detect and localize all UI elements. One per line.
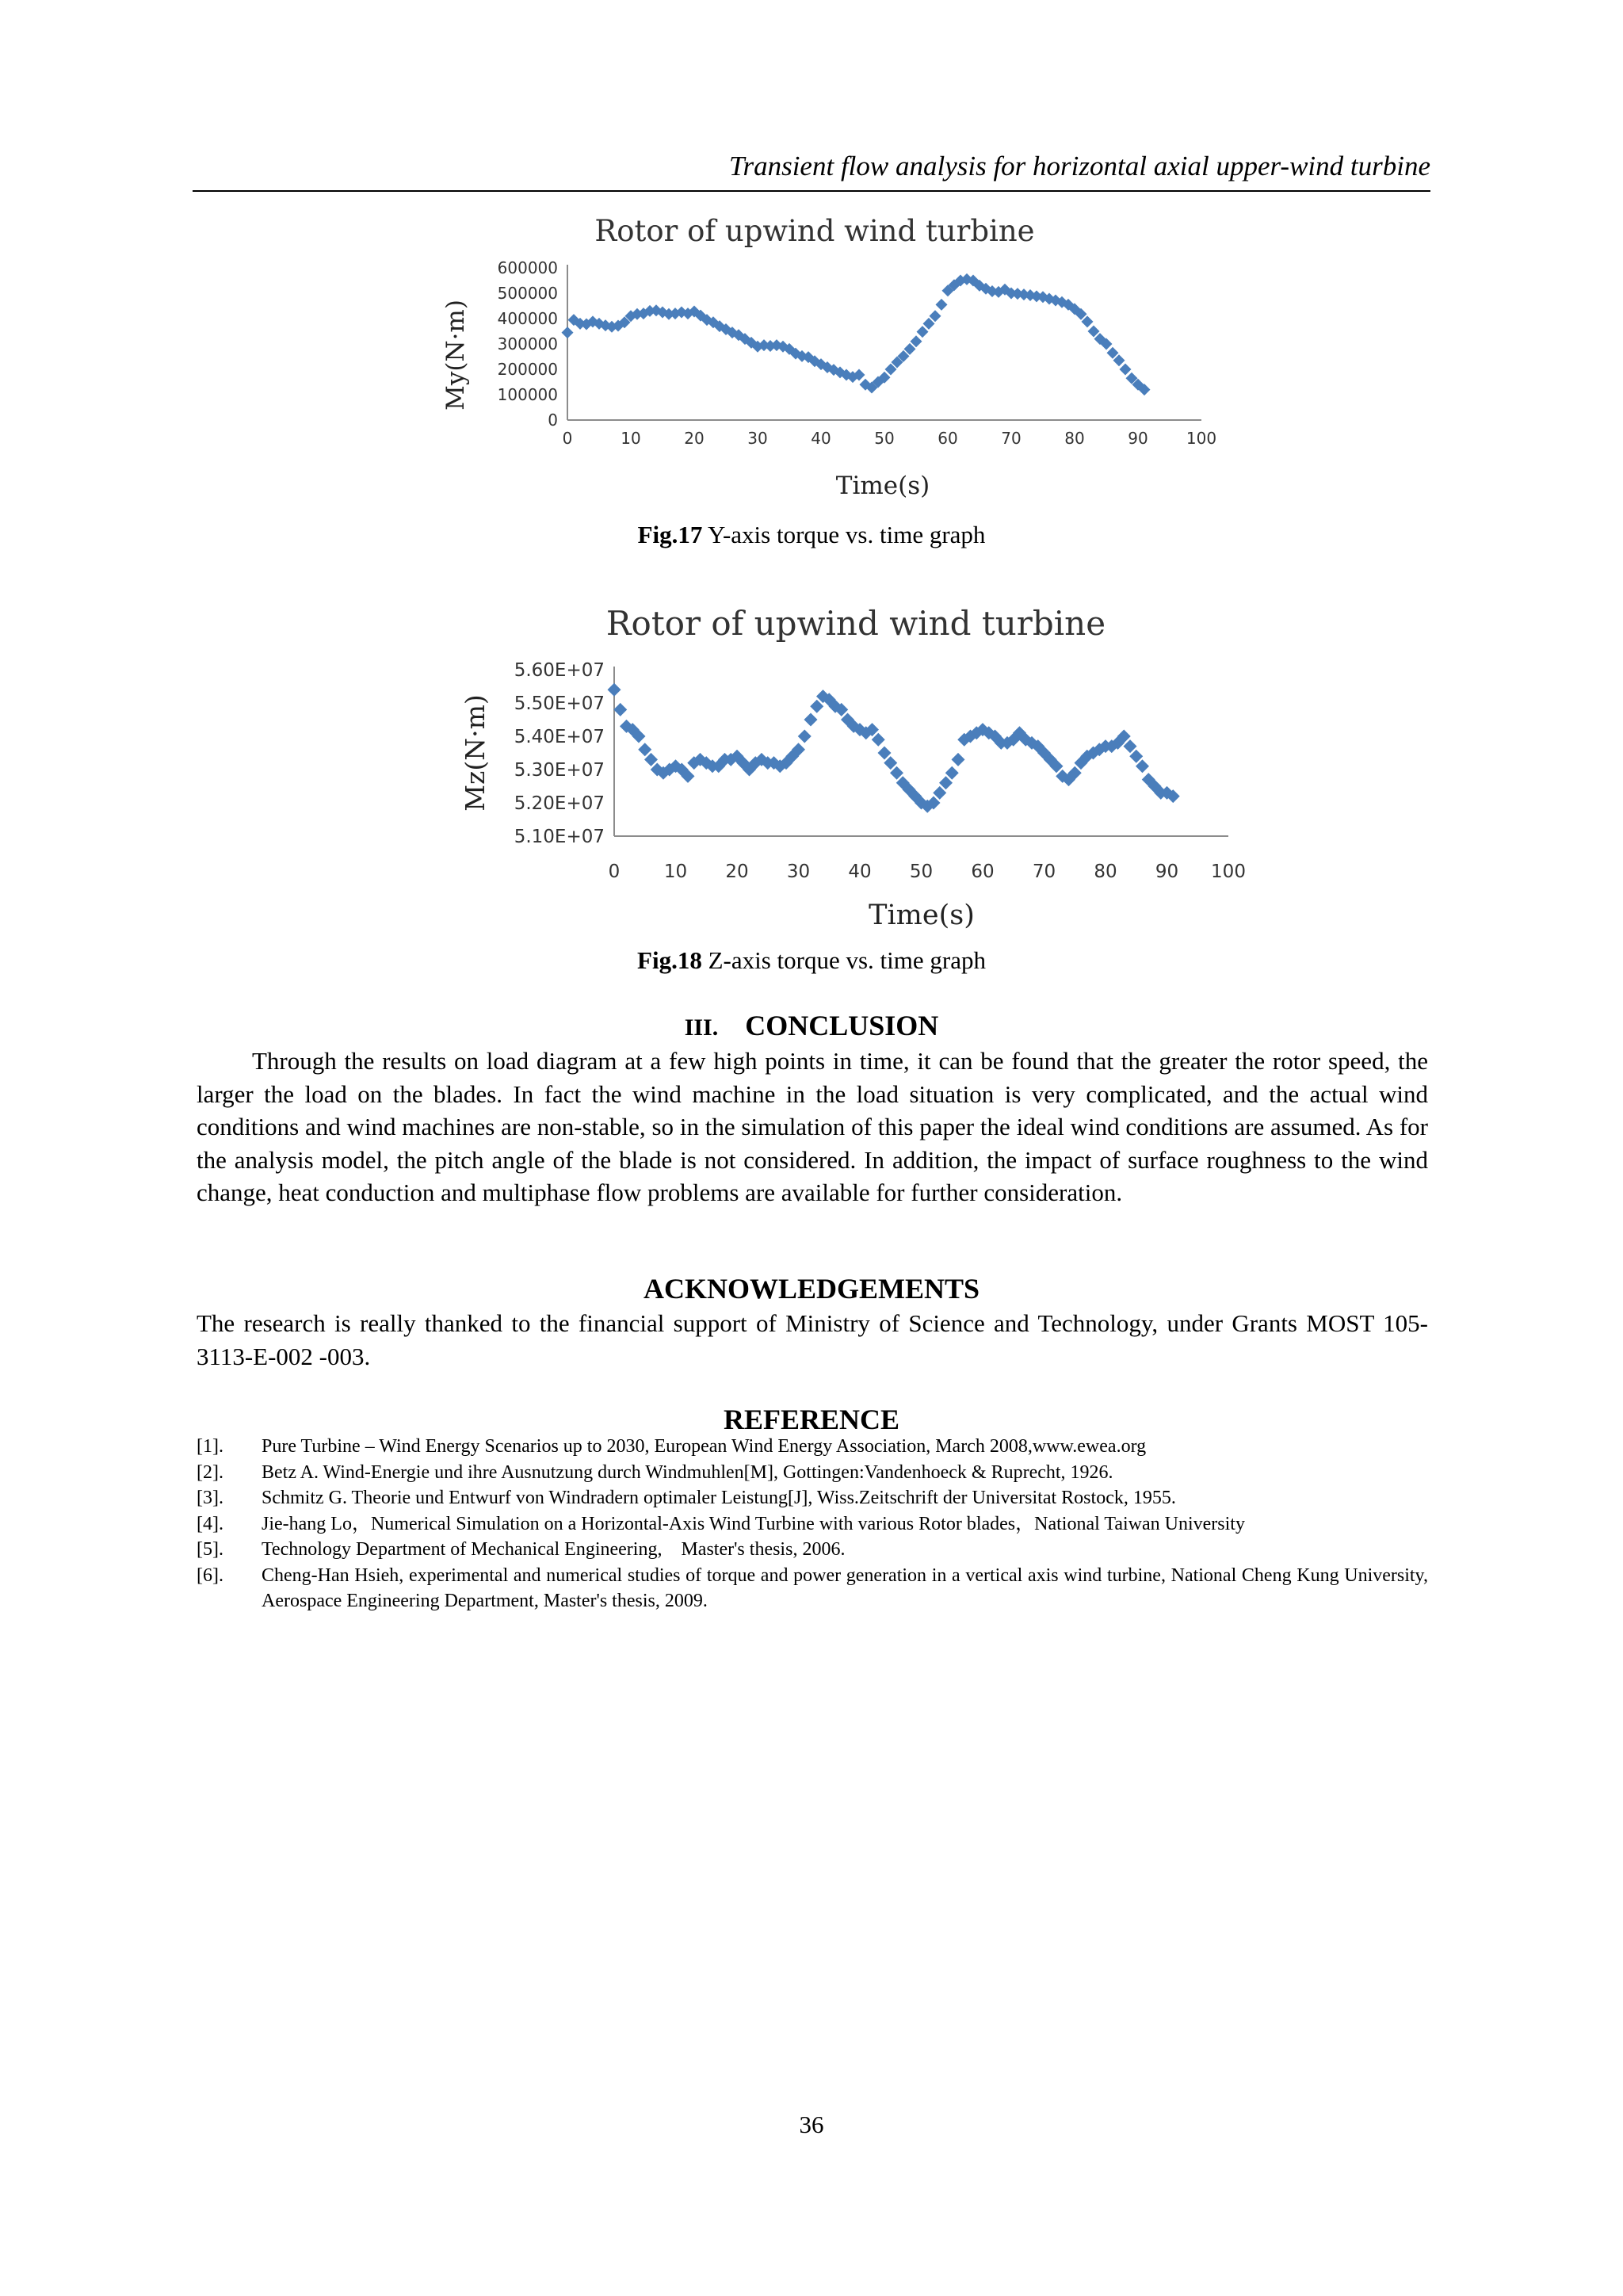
x-tick-label: 30 (747, 429, 768, 448)
figure-17-caption (0, 521, 1623, 549)
y-tick-label: 5.30E+07 (514, 760, 605, 781)
x-tick-label: 80 (1064, 429, 1085, 448)
reference-text: Schmitz G. Theorie und Entwurf von Windradern optimaler Leistung[J], Wiss.Zeitschrift der Universitat Rostock, 1955. (262, 1488, 1176, 1508)
reference-text: Cheng-Han Hsieh, experimental and numerical studies of torque and power generation in a vertical axis wind turbine, National Cheng Kung University, Aerospace Engineering Department, Master's thesis, 2009. (262, 1564, 1428, 1611)
reference-number: [6]. (197, 1564, 223, 1586)
x-tick-label: 10 (621, 429, 641, 448)
data-point (952, 753, 965, 766)
x-axis-title: Time(s) (869, 900, 975, 931)
y-tick-label: 100000 (497, 385, 558, 404)
x-tick-label: 20 (684, 429, 705, 448)
y-tick-label: 5.20E+07 (514, 793, 605, 815)
reference-item (197, 1563, 1428, 1614)
x-tick-label: 70 (1001, 429, 1022, 448)
reference-text: Jie-hang Lo，Numerical Simulation on a Horizontal-Axis Wind Turbine with various Rotor blades，National Taiwan University (262, 1513, 1245, 1534)
data-point (562, 327, 574, 338)
x-tick-label: 30 (786, 861, 811, 882)
header-rule (193, 190, 1430, 192)
figure-18-chart (456, 598, 1264, 947)
page-number: 36 (799, 2111, 824, 2138)
x-tick-label: 40 (848, 861, 872, 882)
x-tick-label: 10 (663, 861, 688, 882)
y-tick-label: 5.50E+07 (514, 693, 605, 715)
figure-18-text: Z-axis torque vs. time graph (701, 946, 986, 974)
reference-list (197, 1434, 1428, 1614)
x-tick-label: 0 (608, 861, 621, 882)
x-tick-label: 60 (971, 861, 995, 882)
reference-item (197, 1460, 1428, 1486)
y-tick-label: 500000 (497, 284, 558, 303)
y-tick-label: 600000 (497, 258, 558, 277)
y-tick-label: 300000 (497, 334, 558, 353)
acknowledgements-heading: ACKNOWLEDGEMENTS (643, 1273, 980, 1305)
reference-item (197, 1537, 1428, 1563)
y-tick-label: 5.40E+07 (514, 727, 605, 748)
figure-17-label: Fig.17 (637, 521, 703, 548)
x-tick-label: 40 (811, 429, 831, 448)
x-tick-label: 100 (1211, 861, 1246, 882)
x-tick-label: 90 (1155, 861, 1179, 882)
running-title: Transient flow analysis for horizontal axial upper-wind turbine (728, 151, 1430, 181)
reference-number: [4]. (197, 1513, 223, 1534)
x-tick-label: 100 (1186, 429, 1217, 448)
y-axis-title: My(N·m) (441, 300, 470, 411)
reference-number: [5]. (197, 1539, 223, 1560)
section-number: III. (684, 1014, 719, 1041)
data-point (608, 683, 621, 697)
data-point (613, 703, 627, 716)
y-tick-label: 5.60E+07 (514, 660, 605, 682)
figure-17-chart (434, 206, 1219, 507)
x-tick-label: 90 (1128, 429, 1148, 448)
reference-item (197, 1434, 1428, 1460)
x-tick-label: 50 (874, 429, 895, 448)
data-point (1120, 364, 1132, 376)
figure-18-label: Fig.18 (637, 946, 702, 974)
figure-17-text: Y-axis torque vs. time graph (702, 521, 986, 548)
reference-heading: REFERENCE (723, 1404, 900, 1435)
plot-area (514, 660, 1246, 882)
data-point (798, 730, 812, 743)
reference-item (197, 1485, 1428, 1511)
y-tick-label: 0 (548, 411, 558, 430)
reference-item (197, 1511, 1428, 1538)
reference-text: Pure Turbine – Wind Energy Scenarios up to 2030, European Wind Energy Association, March 2008,www.ewea.org (262, 1436, 1147, 1457)
x-tick-label: 0 (562, 429, 573, 448)
data-point (917, 326, 929, 338)
plot-area (498, 258, 1216, 448)
reference-number: [2]. (197, 1461, 223, 1483)
x-tick-label: 50 (909, 861, 934, 882)
reference-text: Betz A. Wind-Energie und ihre Ausnutzung durch Windmuhlen[M], Gottingen:Vandenhoeck & Ruprecht, 1926. (262, 1461, 1113, 1483)
acknowledgements-paragraph: The research is really thanked to the financial support of Ministry of Science and Technology, under Grants MOST 105-3113-E-002 -003. (197, 1309, 1428, 1370)
chart-title: Rotor of upwind wind turbine (605, 604, 1106, 643)
y-axis-title: Mz(N·m) (460, 694, 491, 812)
data-point (936, 299, 948, 311)
reference-number: [3]. (197, 1488, 223, 1508)
y-tick-label: 5.10E+07 (514, 827, 605, 848)
x-tick-label: 70 (1032, 861, 1056, 882)
x-tick-label: 60 (938, 429, 958, 448)
y-tick-label: 400000 (497, 309, 558, 328)
data-point (804, 713, 818, 727)
figure-18-caption (0, 946, 1623, 975)
x-tick-label: 80 (1094, 861, 1117, 882)
reference-text: Technology Department of Mechanical Engineering, Master's thesis, 2006. (262, 1539, 846, 1560)
section-title: CONCLUSION (745, 1010, 939, 1041)
conclusion-paragraph: Through the results on load diagram at a few high points in time, it can be found that the greater the rotor speed, the larger the load on the blades. In fact the wind machine in the load situation is very complicated, and the actual wind conditions and wind machines are non-stable, so in the simulation of this paper the ideal wind conditions are assumed. As for the analysis model, the pitch angle of the blade is not considered. In addition, the impact of surface roughness to the wind change, heat conduction and multiphase flow problems are available for further consideration. (197, 1047, 1428, 1206)
reference-number: [1]. (197, 1436, 223, 1457)
chart-title: Rotor of upwind wind turbine (594, 214, 1035, 248)
x-tick-label: 20 (725, 861, 749, 882)
conclusion-heading (0, 1009, 1623, 1042)
x-axis-title: Time(s) (835, 472, 930, 500)
y-tick-label: 200000 (497, 360, 558, 379)
